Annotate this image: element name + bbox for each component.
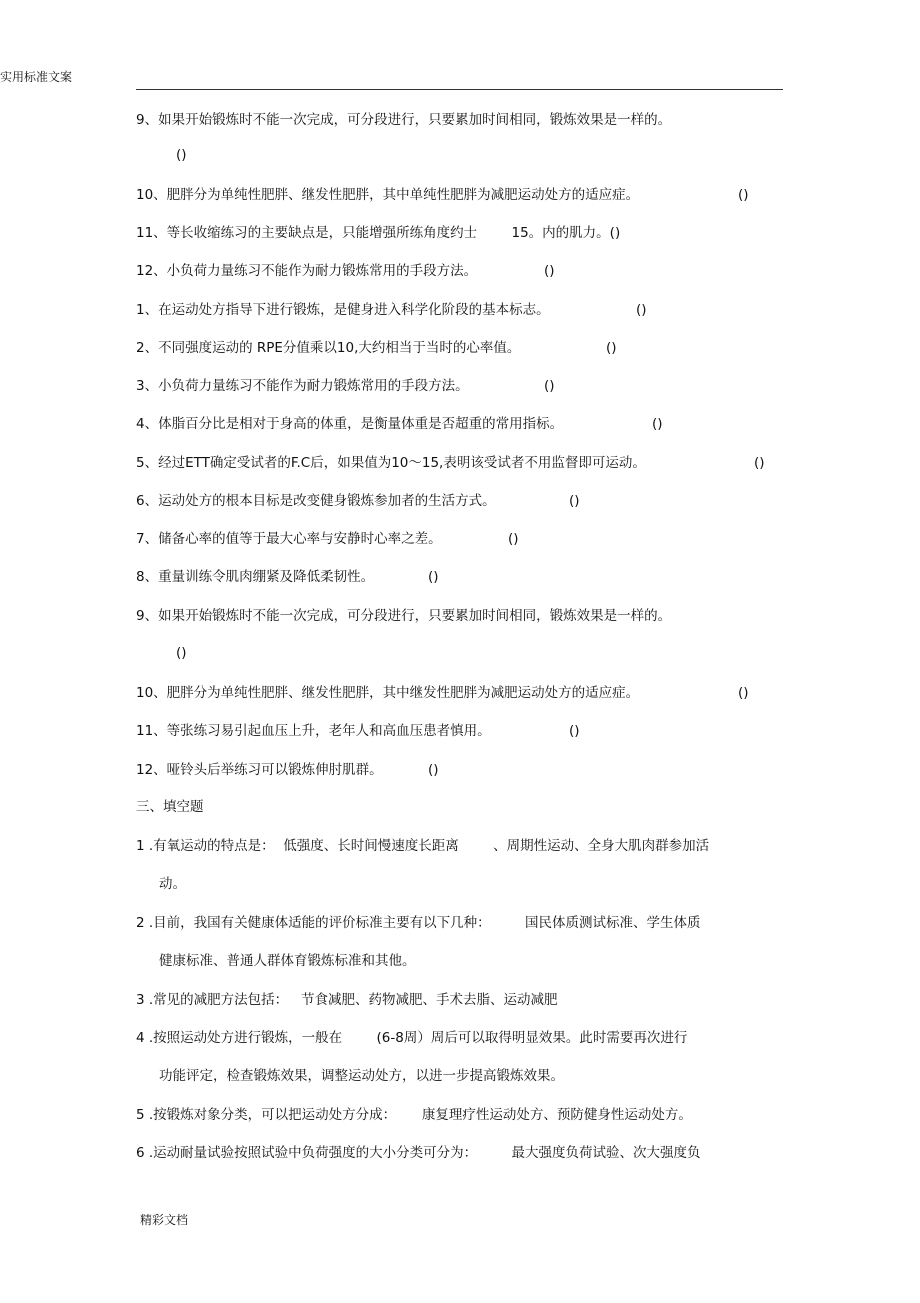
- fill-item: 6 .运动耐量试验按照试验中负荷强度的大小分类可分为： 最大强度负荷试验、次大强度负: [136, 1145, 701, 1161]
- fill-item-cont: 动。: [159, 876, 186, 892]
- tf-item: 12、哑铃头后举练习可以锻炼伸肘肌群。: [136, 762, 383, 778]
- tf-item-paren: (): [738, 685, 749, 701]
- tf-item-paren: (): [636, 302, 647, 318]
- header-title: 实用标准文案: [0, 70, 73, 84]
- section-heading: 三、填空题: [136, 799, 204, 815]
- tf-item-paren: (): [508, 531, 519, 547]
- tf-item: 5、经过ETT确定受试者的F.C后，如果值为10～15,表明该受试者不用监督即可运动。: [136, 455, 646, 471]
- tf-item: 1、在运动处方指导下进行锻炼，是健身进入科学化阶段的基本标志。: [136, 302, 550, 318]
- tf-item-paren: (): [176, 147, 187, 163]
- tf-item-paren: (): [544, 263, 555, 279]
- fill-item: 4 .按照运动处方进行锻炼，一般在 (6-8周）周后可以取得明显效果。此时需要再次进行: [136, 1030, 688, 1046]
- tf-item: 2、不同强度运动的 RPE分值乘以10,大约相当于当时的心率值。: [136, 340, 521, 356]
- footer-text: 精彩文档: [140, 1213, 189, 1227]
- tf-item-paren: (): [176, 645, 187, 661]
- tf-item-paren: (): [569, 723, 580, 739]
- fill-item: 2 .目前，我国有关健康体适能的评价标准主要有以下几种： 国民体质测试标准、学生体质: [136, 915, 701, 931]
- tf-item: 9、如果开始锻炼时不能一次完成，可分段进行，只要累加时间相同，锻炼效果是一样的。: [136, 608, 672, 624]
- tf-item: 9、如果开始锻炼时不能一次完成，可分段进行，只要累加时间相同，锻炼效果是一样的。: [136, 112, 672, 128]
- tf-item-paren: (): [606, 340, 617, 356]
- fill-item-cont: 健康标准、普通人群体育锻炼标准和其他。: [159, 953, 416, 969]
- tf-item: 11、等长收缩练习的主要缺点是，只能增强所练角度约士 15。内的肌力。(): [136, 225, 621, 241]
- tf-item: 3、小负荷力量练习不能作为耐力锻炼常用的手段方法。: [136, 378, 469, 394]
- tf-item: 10、肥胖分为单纯性肥胖、继发性肥胖，其中继发性肥胖为减肥运动处方的适应症。: [136, 685, 640, 701]
- tf-item-paren: (): [544, 378, 555, 394]
- tf-item-paren: (): [738, 187, 749, 203]
- tf-item-paren: (): [428, 762, 439, 778]
- tf-item: 8、重量训练令肌肉绷紧及降低柔韧性。: [136, 569, 375, 585]
- tf-item: 10、肥胖分为单纯性肥胖、继发性肥胖，其中单纯性肥胖为减肥运动处方的适应症。: [136, 187, 640, 203]
- tf-item: 4、体脂百分比是相对于身高的体重，是衡量体重是否超重的常用指标。: [136, 416, 564, 432]
- fill-item-cont: 功能评定，检查锻炼效果，调整运动处方，以进一步提高锻炼效果。: [159, 1068, 564, 1084]
- tf-item-paren: (): [428, 569, 439, 585]
- tf-item: 6、运动处方的根本目标是改变健身锻炼参加者的生活方式。: [136, 493, 496, 509]
- tf-item: 12、小负荷力量练习不能作为耐力锻炼常用的手段方法。: [136, 263, 478, 279]
- tf-item-paren: (): [754, 455, 765, 471]
- tf-item-paren: (): [569, 493, 580, 509]
- tf-item: 11、等张练习易引起血压上升，老年人和高血压患者慎用。: [136, 723, 491, 739]
- fill-item: 1 .有氧运动的特点是： 低强度、长时间慢速度长距离 、周期性运动、全身大肌肉群参加活: [136, 838, 710, 854]
- tf-item: 7、储备心率的值等于最大心率与安静时心率之差。: [136, 531, 442, 547]
- fill-item: 5 .按锻炼对象分类，可以把运动处方分成： 康复理疗性运动处方、预防健身性运动处方。: [136, 1107, 692, 1123]
- fill-item: 3 .常见的减肥方法包括： 节食减肥、药物减肥、手术去脂、运动减肥: [136, 992, 558, 1008]
- header-divider: [136, 89, 783, 90]
- tf-item-paren: (): [652, 416, 663, 432]
